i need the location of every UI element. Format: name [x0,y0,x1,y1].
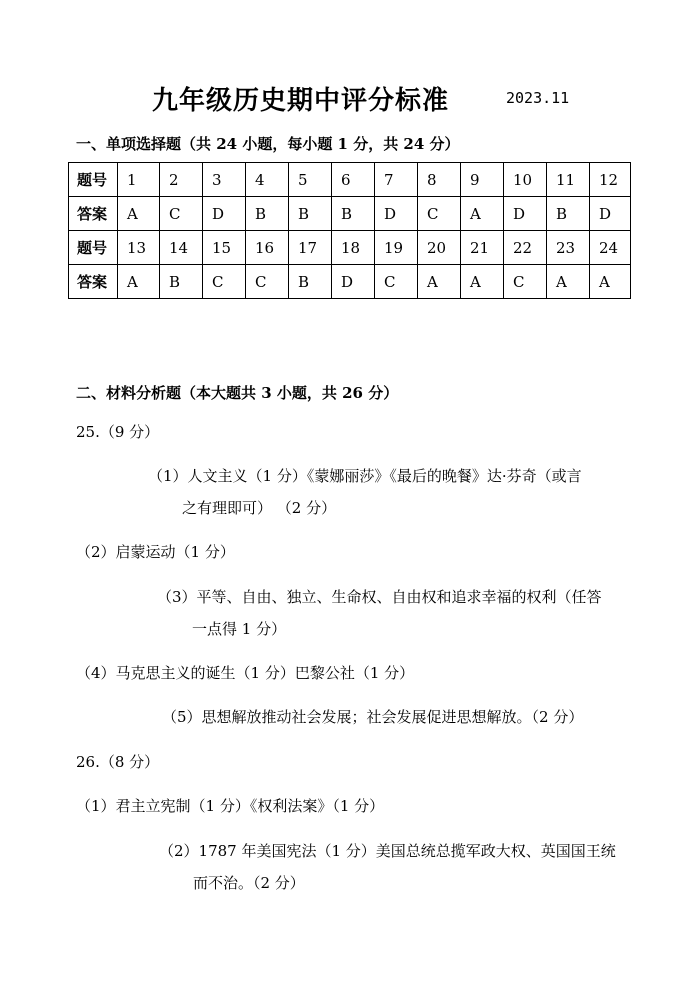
answer-table [68,162,631,299]
question-number-cell: 15 [203,231,246,265]
question-number-row [69,163,631,197]
answer-cell: A [590,265,631,299]
q25-part4: （4）马克思主义的诞生（1 分）巴黎公社（1 分） [76,664,415,682]
answer-cell: C [246,265,289,299]
answer-table-body [69,163,631,299]
answer-cell: D [203,197,246,231]
answer-cell: B [289,197,332,231]
question-number-cell: 23 [547,231,590,265]
question-number-cell: 22 [504,231,547,265]
question-number-row [69,231,631,265]
question-number-cell: 20 [418,231,461,265]
question-number-cell: 16 [246,231,289,265]
answer-cell: A [461,197,504,231]
answer-cell: B [547,197,590,231]
exam-date: 2023.11 [506,89,570,107]
question-number-row-label: 题号 [69,163,118,197]
answer-cell: C [418,197,461,231]
answer-cell: C [504,265,547,299]
question-number-cell: 9 [461,163,504,197]
question-number-cell: 2 [160,163,203,197]
answer-cell: D [332,265,375,299]
q25-label: 25.（9 分） [76,423,160,441]
q26-label: 26.（8 分） [76,753,160,771]
answer-cell: C [203,265,246,299]
q25-part5: （5）思想解放推动社会发展；社会发展促进思想解放。（2 分） [162,708,584,726]
answer-cell: B [246,197,289,231]
question-number-cell: 1 [118,163,160,197]
q25-part2: （2）启蒙运动（1 分） [76,543,235,561]
q26-part2-line1: （2）1787 年美国宪法（1 分）美国总统总揽军政大权、英国国王统 [159,842,616,860]
question-number-cell: 21 [461,231,504,265]
answer-cell: C [375,265,418,299]
q26-part1: （1）君主立宪制（1 分）《权利法案》（1 分） [76,797,385,815]
page-title: 九年级历史期中评分标准 [152,86,450,116]
question-number-cell: 17 [289,231,332,265]
section-1-heading: 一、单项选择题（共 24 小题，每小题 1 分，共 24 分） [76,135,460,153]
answer-cell: A [461,265,504,299]
q26-part2-line2: 而不治。（2 分） [193,874,305,892]
q25-part3-line2: 一点得 1 分） [192,620,287,638]
q25-part1-line1: （1）人文主义（1 分）《蒙娜丽莎》《最后的晚餐》达·芬奇（或言 [148,467,582,485]
answer-cell: B [332,197,375,231]
question-number-cell: 11 [547,163,590,197]
question-number-cell: 8 [418,163,461,197]
question-number-cell: 5 [289,163,332,197]
answer-cell: D [590,197,631,231]
question-number-cell: 3 [203,163,246,197]
question-number-cell: 6 [332,163,375,197]
question-number-cell: 10 [504,163,547,197]
answer-cell: A [118,197,160,231]
answer-cell: B [289,265,332,299]
answer-row [69,265,631,299]
answer-cell: A [547,265,590,299]
question-number-cell: 13 [118,231,160,265]
answer-cell: D [375,197,418,231]
question-number-cell: 19 [375,231,418,265]
answer-row-label: 答案 [69,197,118,231]
q25-part1-line2: 之有理即可） （2 分） [182,499,337,517]
question-number-cell: 24 [590,231,631,265]
question-number-cell: 12 [590,163,631,197]
answer-cell: A [418,265,461,299]
answer-cell: A [118,265,160,299]
answer-cell: D [504,197,547,231]
answer-row-label: 答案 [69,265,118,299]
answer-cell: B [160,265,203,299]
answer-cell: C [160,197,203,231]
q25-part3-line1: （3）平等、自由、独立、生命权、自由权和追求幸福的权利（任答 [157,588,602,606]
question-number-cell: 7 [375,163,418,197]
question-number-cell: 14 [160,231,203,265]
question-number-cell: 18 [332,231,375,265]
answer-row [69,197,631,231]
question-number-cell: 4 [246,163,289,197]
section-2-heading: 二、材料分析题（本大题共 3 小题，共 26 分） [76,384,399,402]
question-number-row-label: 题号 [69,231,118,265]
